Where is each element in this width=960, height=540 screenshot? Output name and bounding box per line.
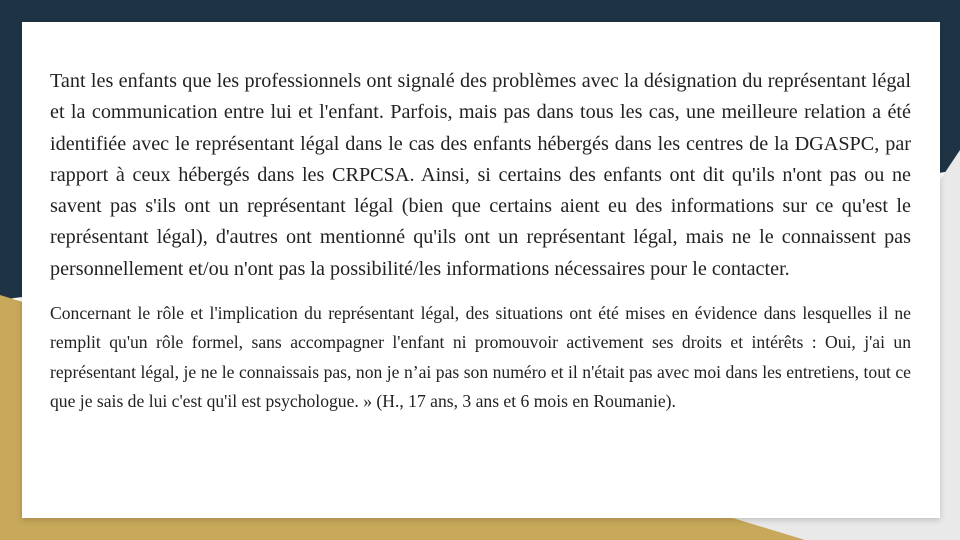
paragraph-quote: Concernant le rôle et l'implication du représentant légal, des situations ont été mises en évidence dans lesquelles il ne remplit qu'un rôle formel, sans accompagner l'enfant ni promouvoir activement ses droits et intérêts : Oui, j'ai un représentant légal, je ne le connaissais pas, non je n’ai pas son numéro et il n'était pas avec moi dans les entretiens, tout ce que je sais de lui c'est qu'il est psychologue. » (H., 17 ans, 3 ans et 6 mois en Roumanie).	[50, 303, 911, 411]
text-card	[22, 22, 940, 518]
paragraph-main: Tant les enfants que les professionnels ont signalé des problèmes avec la désignation du représentant légal et la communication entre lui et l'enfant. Parfois, mais pas dans tous les cas, une meilleure relation a été identifiée avec le représentant légal dans le cas des enfants hébergés dans les centres de la DGASPC, par rapport à ceux hébergés dans les CRPCSA. Ainsi, si certains des enfants ont dit qu'ils n'ont pas ou ne savent pas s'ils ont un représentant légal (bien que certains aient eu des informations sur ce qu'est le représentant légal), d'autres ont mentionné qu'ils ont un représentant légal, mais ne le connaissent pas personnellement et/ou n'ont pas la possibilité/les informations nécessaires pour le contacter.	[50, 70, 911, 280]
